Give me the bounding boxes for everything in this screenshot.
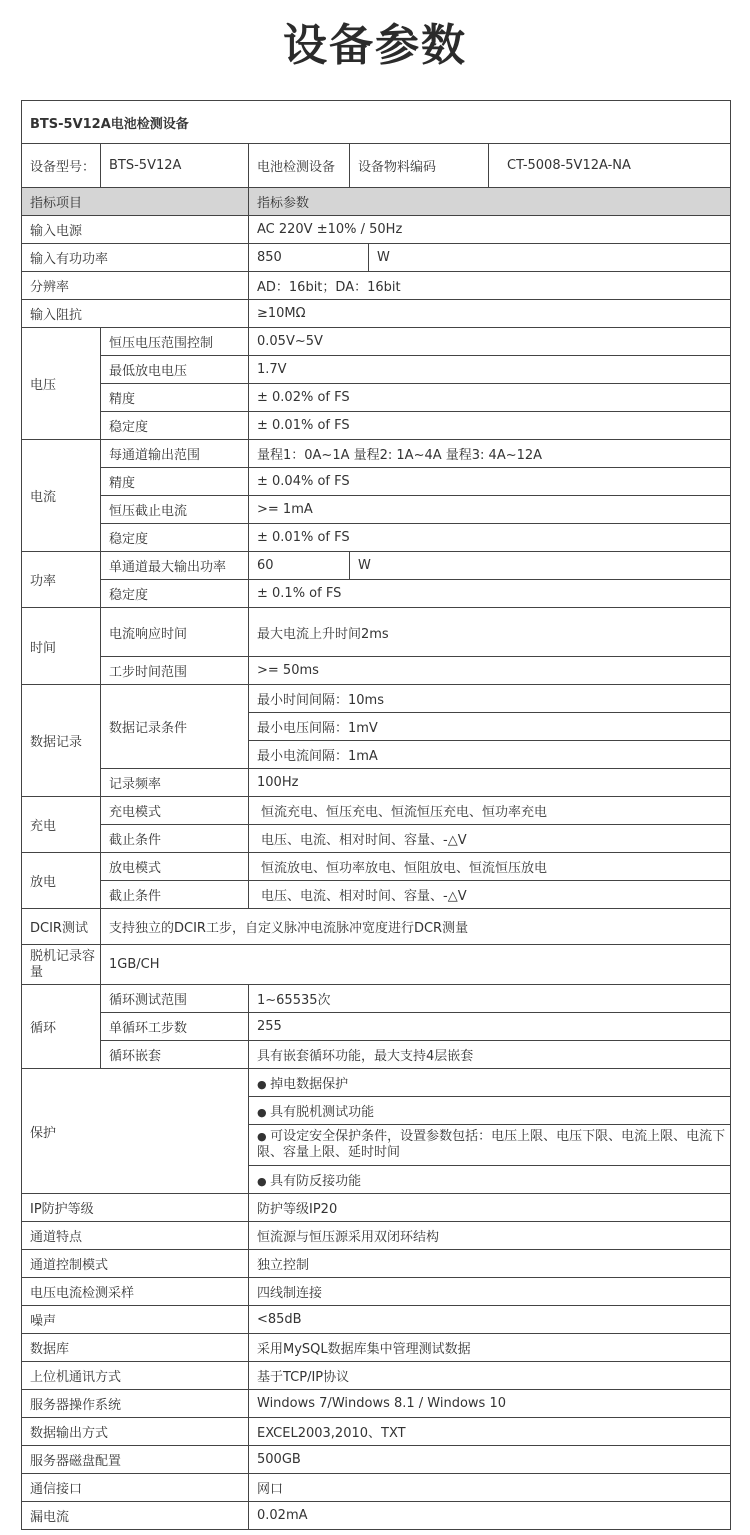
spec-value: 最大电流上升时间2ms [249, 608, 731, 657]
spec-value: 采用MySQL数据库集中管理测试数据 [249, 1334, 731, 1362]
spec-value: 500GB [249, 1446, 731, 1474]
page-title: 设备参数 [283, 20, 467, 71]
group-label: 数据记录 [22, 685, 101, 797]
spec-value: >= 50ms [249, 657, 731, 685]
header-param: 指标参数 [249, 188, 731, 216]
group-label: 时间 [22, 608, 101, 685]
spec-value: 1~65535次 [249, 985, 731, 1013]
spec-value: 支持独立的DCIR工步，自定义脉冲电流脉冲宽度进行DCR测量 [101, 909, 731, 945]
spec-value: 基于TCP/IP协议 [249, 1362, 731, 1390]
spec-label: 输入有功功率 [22, 244, 249, 272]
spec-value: 电压、电流、相对时间、容量、-△V [249, 825, 731, 853]
spec-label: 脱机记录容 量 [22, 945, 101, 985]
spec-label: 记录频率 [101, 769, 249, 797]
spec-value: 最小时间间隔：10ms [249, 685, 731, 713]
spec-label: 截止条件 [101, 881, 249, 909]
spec-value: ± 0.1% of FS [249, 580, 731, 608]
spec-unit: W [350, 552, 731, 580]
spec-table [21, 100, 731, 1530]
spec-label: 循环嵌套 [101, 1041, 249, 1069]
spec-label: 放电模式 [101, 853, 249, 881]
spec-label: 噪声 [22, 1306, 249, 1334]
product-title: BTS-5V12A电池检测设备 [22, 101, 731, 144]
spec-value: 量程1：0A~1A 量程2: 1A~4A 量程3: 4A~12A [249, 440, 731, 468]
material-code-value: CT-5008-5V12A-NA [489, 144, 731, 188]
spec-label: 循环测试范围 [101, 985, 249, 1013]
spec-value: 最小电流间隔：1mA [249, 741, 731, 769]
group-label: 保护 [22, 1069, 249, 1194]
list-item: ● 可设定安全保护条件，设置参数包括：电压上限、电压下限、电流上限、电流下限、容量上限、延时时间 [249, 1125, 731, 1166]
spec-value: ± 0.04% of FS [249, 468, 731, 496]
spec-label: 数据记录条件 [101, 685, 249, 769]
spec-label: 稳定度 [101, 412, 249, 440]
spec-value: 0.02mA [249, 1502, 731, 1530]
spec-label: 服务器磁盘配置 [22, 1446, 249, 1474]
spec-value: >= 1mA [249, 496, 731, 524]
spec-value: 恒流放电、恒功率放电、恒阻放电、恒流恒压放电 [249, 853, 731, 881]
spec-label: 稳定度 [101, 580, 249, 608]
spec-value: ≥10MΩ [249, 300, 731, 328]
spec-value: ± 0.01% of FS [249, 412, 731, 440]
list-item: ● 具有脱机测试功能 [249, 1097, 731, 1125]
spec-label: 充电模式 [101, 797, 249, 825]
spec-value: 1.7V [249, 356, 731, 384]
spec-value: ± 0.02% of FS [249, 384, 731, 412]
spec-value: 网口 [249, 1474, 731, 1502]
model-label: 设备型号： [22, 144, 101, 188]
spec-value: 850 [249, 244, 369, 272]
spec-label: 电流响应时间 [101, 608, 249, 657]
spec-label: 工步时间范围 [101, 657, 249, 685]
spec-value: 100Hz [249, 769, 731, 797]
spec-value: 四线制连接 [249, 1278, 731, 1306]
spec-value: 具有嵌套循环功能，最大支持4层嵌套 [249, 1041, 731, 1069]
spec-label: IP防护等级 [22, 1194, 249, 1222]
spec-label: 通道特点 [22, 1222, 249, 1250]
spec-label: 最低放电电压 [101, 356, 249, 384]
spec-label: 服务器操作系统 [22, 1390, 249, 1418]
spec-label: 恒压截止电流 [101, 496, 249, 524]
group-label: 电流 [22, 440, 101, 552]
spec-label: 分辨率 [22, 272, 249, 300]
spec-label: 恒压电压范围控制 [101, 328, 249, 356]
material-code-label: 设备物料编码 [350, 144, 489, 188]
spec-unit: W [369, 244, 731, 272]
spec-value: 电压、电流、相对时间、容量、-△V [249, 881, 731, 909]
header-item: 指标项目 [22, 188, 249, 216]
spec-label: 单通道最大输出功率 [101, 552, 249, 580]
spec-label: 数据库 [22, 1334, 249, 1362]
spec-value: <85dB [249, 1306, 731, 1334]
spec-value: ± 0.01% of FS [249, 524, 731, 552]
spec-label: 精度 [101, 384, 249, 412]
spec-value: AC 220V ±10% / 50Hz [249, 216, 731, 244]
list-item: ● 具有防反接功能 [249, 1166, 731, 1194]
spec-label: 输入阻抗 [22, 300, 249, 328]
group-label: 充电 [22, 797, 101, 853]
spec-label: 漏电流 [22, 1502, 249, 1530]
spec-value: AD：16bit；DA：16bit [249, 272, 731, 300]
spec-label: 精度 [101, 468, 249, 496]
spec-value: Windows 7/Windows 8.1 / Windows 10 [249, 1390, 731, 1418]
spec-value: 60 [249, 552, 350, 580]
spec-value: 恒流充电、恒压充电、恒流恒压充电、恒功率充电 [249, 797, 731, 825]
group-label: 电压 [22, 328, 101, 440]
spec-label: 稳定度 [101, 524, 249, 552]
spec-label: 通道控制模式 [22, 1250, 249, 1278]
model-value: BTS-5V12A [101, 144, 249, 188]
group-label: 放电 [22, 853, 101, 909]
spec-label: 通信接口 [22, 1474, 249, 1502]
spec-value: 0.05V~5V [249, 328, 731, 356]
spec-label: 输入电源 [22, 216, 249, 244]
spec-label: 单循环工步数 [101, 1013, 249, 1041]
list-item: ● 掉电数据保护 [249, 1069, 731, 1097]
group-label: 循环 [22, 985, 101, 1069]
spec-value: 防护等级IP20 [249, 1194, 731, 1222]
group-label: 功率 [22, 552, 101, 608]
spec-value: 独立控制 [249, 1250, 731, 1278]
spec-value: 最小电压间隔：1mV [249, 713, 731, 741]
spec-value: EXCEL2003,2010、TXT [249, 1418, 731, 1446]
spec-label: 每通道输出范围 [101, 440, 249, 468]
spec-value: 255 [249, 1013, 731, 1041]
spec-value: 1GB/CH [101, 945, 731, 985]
spec-label: 电压电流检测采样 [22, 1278, 249, 1306]
spec-label: 数据输出方式 [22, 1418, 249, 1446]
spec-value: 恒流源与恒压源采用双闭环结构 [249, 1222, 731, 1250]
device-type: 电池检测设备 [249, 144, 350, 188]
spec-label: 截止条件 [101, 825, 249, 853]
spec-label: DCIR测试 [22, 909, 101, 945]
spec-label: 上位机通讯方式 [22, 1362, 249, 1390]
